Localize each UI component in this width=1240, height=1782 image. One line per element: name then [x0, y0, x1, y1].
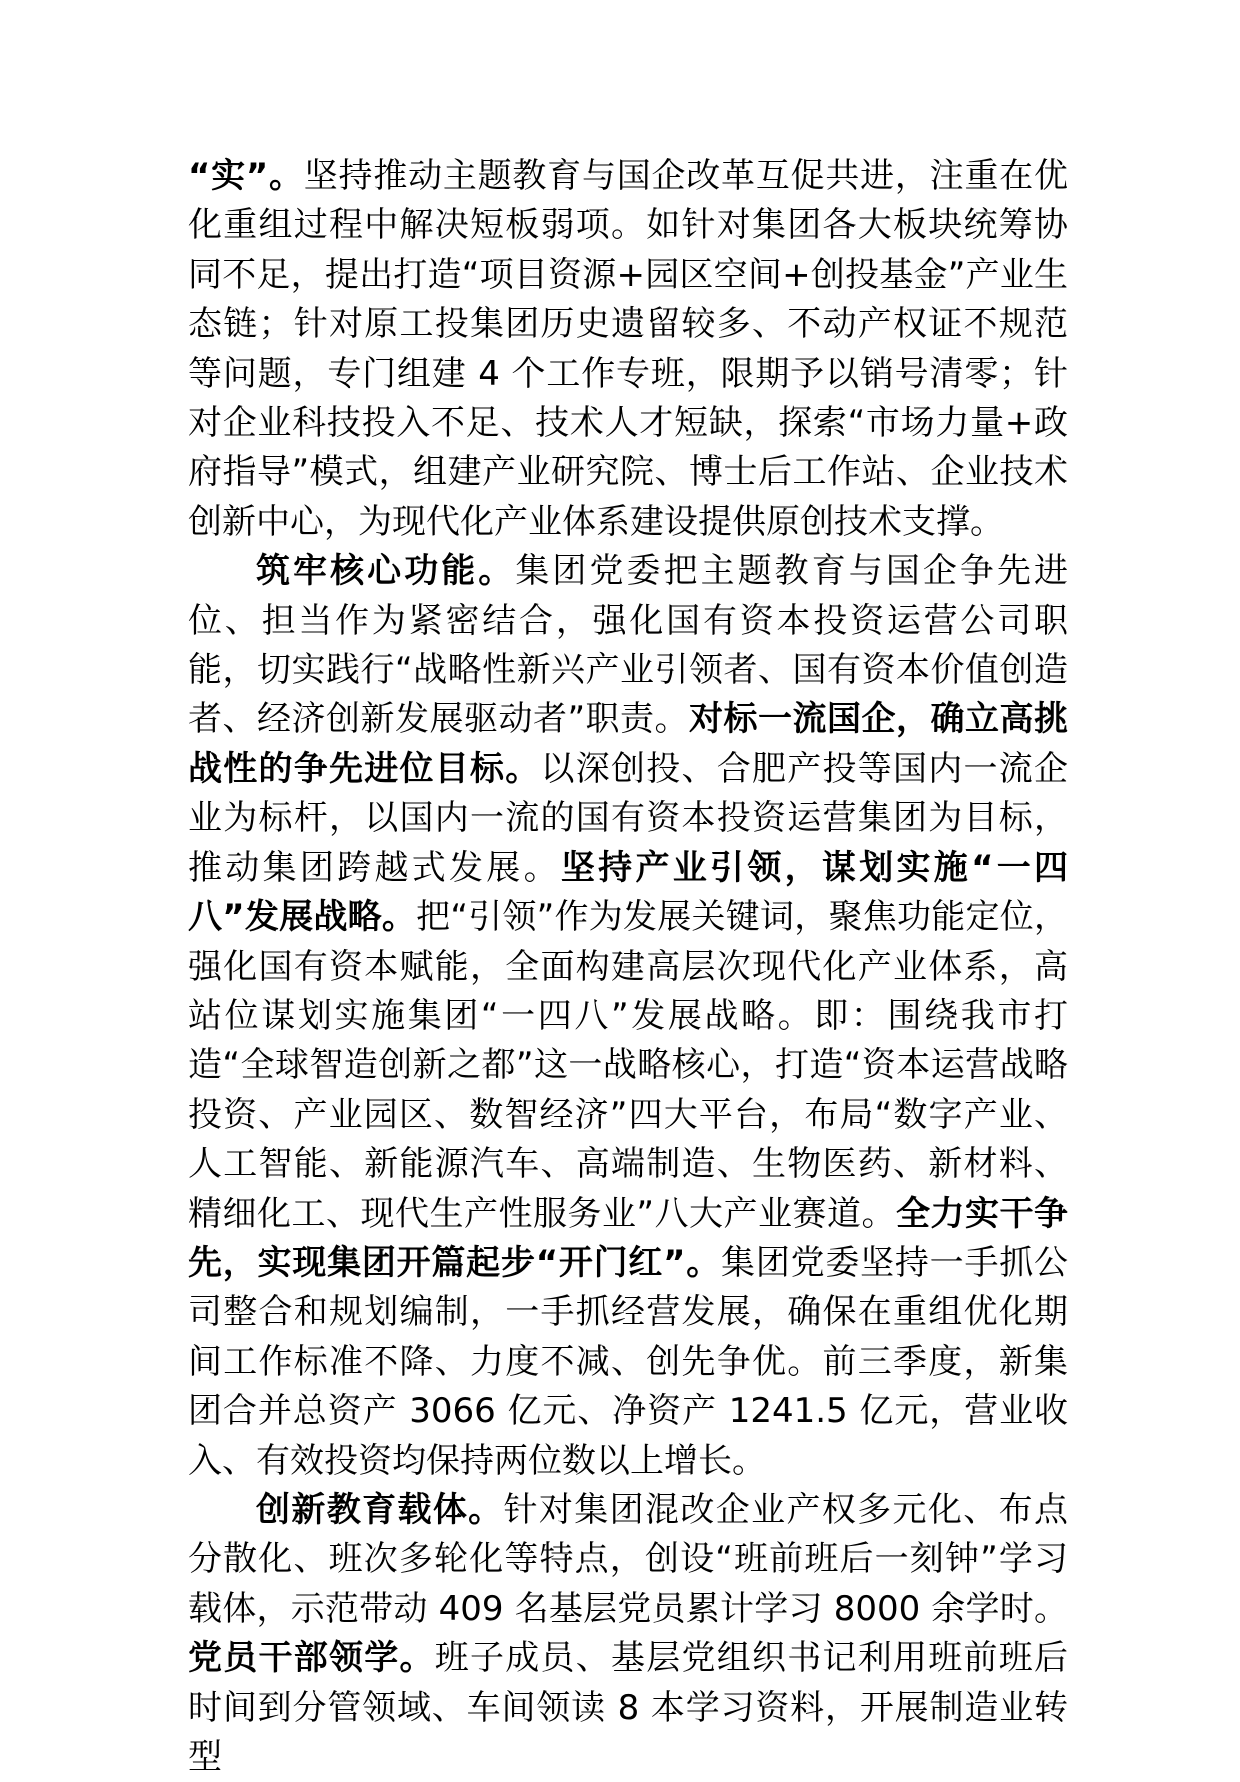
body-text: 集团党委坚持一手抓公司整合和规划编制，一手抓经营发展，确保在重组优化期间工作标准不降、力度不减、创先争优。前三季度，新集团合并总资产 3066 亿元、净资产 1241.5 亿元，营业收入、有效投资均保持两位数以上增长。: [188, 1242, 1068, 1481]
paragraph-1: [188, 152, 1068, 547]
paragraph-3: [188, 1486, 1068, 1782]
subheading-good-start: 全力实干争先，实现集团开篇起步“开门红”。: [188, 1193, 1068, 1283]
body-text: 坚持推动主题教育与国企改革互促共进，注重在优化重组过程中解决短板弱项。如针对集团各大板块统筹协同不足，提出打造“项目资源+园区空间+创投基金”产业生态链；针对原工投集团历史遗留较多、不动产权证不规范等问题，专门组建 4 个工作专班，限期予以销号清零；针对企业科技投入不足、技术人才短缺，探索“市场力量+政府指导”模式，组建产业研究院、博士后工作站、企业技术创新中心，为现代化产业体系建设提供原创技术支撑。: [188, 156, 1068, 542]
emphasis-heading: “实”。: [188, 156, 304, 196]
paragraph-2: [188, 547, 1068, 1486]
body-text: 班子成员、基层党组织书记利用班前班后时间到分管领域、车间领读 8 本学习资料，开展制造业转型: [188, 1638, 1068, 1777]
document-page: [188, 152, 1068, 1782]
subheading-benchmark: 对标一流国企，确立高挑战性的争先进位目标。: [188, 699, 1068, 789]
subheading-leader-study: 党员干部领学。: [188, 1638, 435, 1679]
section-heading-core-function: 筑牢核心功能。: [256, 551, 516, 592]
section-heading-education-carrier: 创新教育载体。: [256, 1489, 504, 1530]
body-text: 针对集团混改企业产权多元化、布点分散化、班次多轮化等特点，创设“班前班后一刻钟”学习载体，示范带动 409 名基层党员累计学习 8000 余学时。: [188, 1489, 1069, 1629]
body-text: 集团党委把主题教育与国企争先进位、担当作为紧密结合，强化国有资本投资运营公司职能，切实践行“战略性新兴产业引领者、国有资本价值创造者、经济创新发展驱动者”职责。: [188, 551, 1069, 740]
body-text: 把“引领”作为发展关键词，聚焦功能定位，强化国有资本赋能，全面构建高层次现代化产业体系，高站位谋划实施集团“一四八”发展战略。即：围绕我市打造“全球智造创新之都”这一战略核心，打造“资本运营战略投资、产业园区、数智经济”四大平台，布局“数字产业、人工智能、新能源汽车、高端制造、生物医药、新材料、精细化工、现代生产性服务业”八大产业赛道。: [188, 897, 1068, 1234]
body-text: 以深创投、合肥产投等国内一流企业为标杆，以国内一流的国有资本投资运营集团为目标，推动集团跨越式发展。: [188, 748, 1068, 888]
subheading-strategy: 坚持产业引领，谋划实施“一四八”发展战略。: [188, 847, 1068, 938]
